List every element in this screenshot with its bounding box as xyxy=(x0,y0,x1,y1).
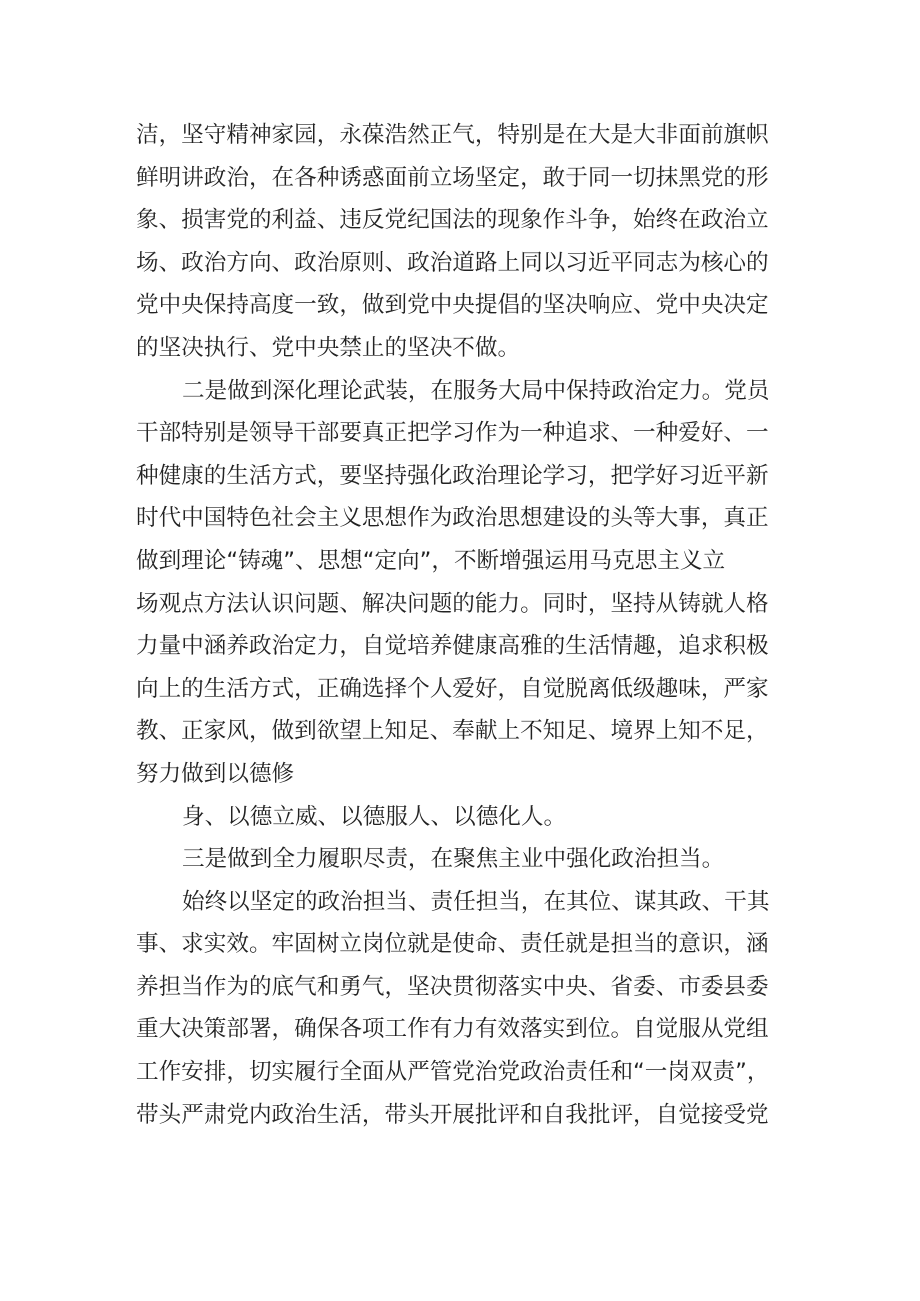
text-line: 场观点方法认识问题、解决问题的能力。同时，坚持从铸就人格 xyxy=(136,590,769,617)
text-line: 象、损害党的利益、违反党纪国法的现象作斗争，始终在政治立 xyxy=(136,207,769,234)
text-line: 带头严肃党内政治生活，带头开展批评和自我批评，自觉接受党 xyxy=(136,1101,769,1128)
text-line: 鲜明讲政治，在各种诱惑面前立场坚定，敢于同一切抹黑党的形 xyxy=(136,164,769,191)
text-line: 的坚决执行、党中央禁止的坚决不做。 xyxy=(136,334,521,361)
document-body xyxy=(136,114,796,1136)
paragraph-start-line: 二是做到深化理论武装，在服务大局中保持政治定力。党员 xyxy=(182,377,770,404)
text-line: 重大决策部署，确保各项工作有力有效落实到位。自觉服从党组 xyxy=(136,1016,769,1043)
text-line: 干部特别是领导干部要真正把学习作为一种追求、一种爱好、一 xyxy=(136,420,769,447)
section-heading-line: 三是做到全力履职尽责，在聚焦主业中强化政治担当。 xyxy=(182,846,725,873)
text-line: 努力做到以德修 xyxy=(136,760,295,787)
text-line: 种健康的生活方式，要坚持强化政治理论学习，把学好习近平新 xyxy=(136,462,769,489)
paragraph-start-line: 身、以德立威、以德服人、以德化人。 xyxy=(182,803,567,830)
text-line: 洁，坚守精神家园，永葆浩然正气，特别是在大是大非面前旗帜 xyxy=(136,122,769,148)
text-line: 教、正家风，做到欲望上知足、奉献上不知足、境界上知不足， xyxy=(136,718,769,745)
text-line: 党中央保持高度一致，做到党中央提倡的坚决响应、党中央决定 xyxy=(136,292,769,319)
text-line: 做到理论“铸魂”、思想“定向”，不断增强运用马克思主义立 xyxy=(136,547,726,574)
text-line: 工作安排，切实履行全面从严管党治党政治责任和“一岗双责”， xyxy=(136,1059,770,1086)
text-line: 养担当作为的底气和勇气，坚决贯彻落实中央、省委、市委县委 xyxy=(136,973,769,1000)
paragraph-start-line: 始终以坚定的政治担当、责任担当，在其位、谋其政、干其 xyxy=(182,888,770,915)
text-line: 事、求实效。牢固树立岗位就是使命、责任就是担当的意识，涵 xyxy=(136,931,769,958)
text-line: 时代中国特色社会主义思想作为政治思想建设的头等大事，真正 xyxy=(136,505,769,532)
text-line: 场、政治方向、政治原则、政治道路上同以习近平同志为核心的 xyxy=(136,249,769,276)
text-line: 向上的生活方式，正确选择个人爱好，自觉脱离低级趣味，严家 xyxy=(136,675,769,702)
text-line: 力量中涵养政治定力，自觉培养健康高雅的生活情趣，追求积极 xyxy=(136,633,769,660)
